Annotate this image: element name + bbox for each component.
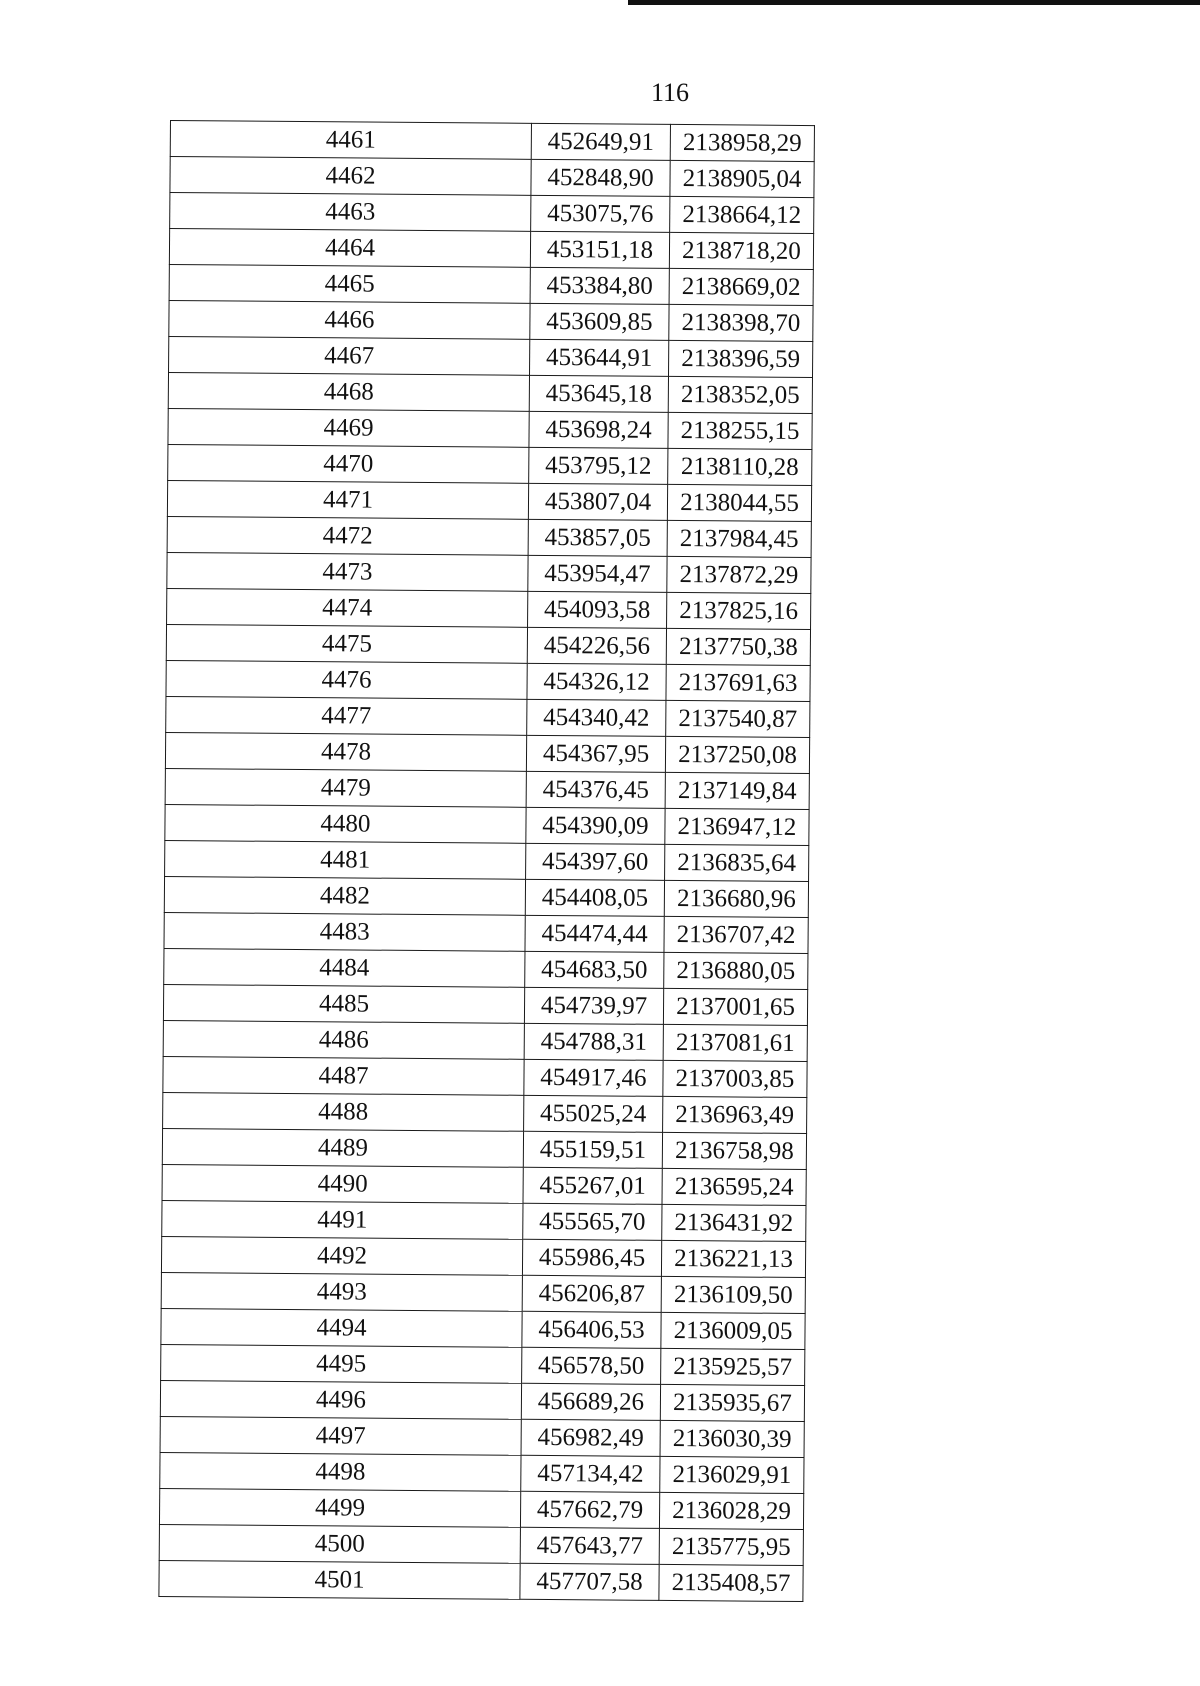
x-coordinate-cell: 457662,79 [520,1491,659,1528]
y-coordinate-cell: 2138398,70 [669,304,813,341]
x-coordinate-cell: 454397,60 [526,843,665,880]
x-coordinate-cell: 456206,87 [522,1275,661,1312]
table-row [161,1272,805,1313]
x-coordinate-cell: 454408,05 [525,879,664,916]
y-coordinate-cell: 2138664,12 [670,196,814,233]
y-coordinate-cell: 2136029,91 [660,1456,804,1493]
y-coordinate-cell: 2137984,45 [667,520,811,557]
x-coordinate-cell: 452848,90 [531,159,670,196]
coordinates-table [158,120,815,1602]
x-coordinate-cell: 454226,56 [527,627,666,664]
x-coordinate-cell: 453795,12 [529,447,668,484]
x-coordinate-cell: 454340,42 [527,699,666,736]
table-row [167,516,811,557]
point-number-cell: 4468 [168,372,529,411]
table-row [163,984,807,1025]
point-number-cell: 4466 [169,300,530,339]
y-coordinate-cell: 2137001,65 [663,988,807,1025]
y-coordinate-cell: 2136758,98 [662,1132,806,1169]
x-coordinate-cell: 455267,01 [523,1167,662,1204]
table-row [161,1308,805,1349]
point-number-cell: 4496 [160,1380,521,1419]
x-coordinate-cell: 455986,45 [522,1239,661,1276]
table-row [160,1380,804,1421]
y-coordinate-cell: 2137540,87 [666,700,810,737]
table-row [166,624,810,665]
top-edge-rule [628,0,1200,5]
table-row [161,1236,805,1277]
point-number-cell: 4471 [167,480,528,519]
point-number-cell: 4480 [165,804,526,843]
x-coordinate-cell: 454739,97 [524,987,663,1024]
x-coordinate-cell: 453645,18 [529,375,668,412]
x-coordinate-cell: 453609,85 [530,303,669,340]
point-number-cell: 4488 [163,1092,524,1131]
y-coordinate-cell: 2138718,20 [669,232,813,269]
x-coordinate-cell: 454326,12 [527,663,666,700]
table-row [165,732,809,773]
x-coordinate-cell: 453075,76 [531,195,670,232]
point-number-cell: 4475 [166,624,527,663]
y-coordinate-cell: 2137825,16 [667,592,811,629]
point-number-cell: 4498 [160,1452,521,1491]
x-coordinate-cell: 454788,31 [524,1023,663,1060]
table-row [165,804,809,845]
point-number-cell: 4476 [166,660,527,699]
table-row [170,193,814,234]
point-number-cell: 4486 [163,1020,524,1059]
point-number-cell: 4497 [160,1416,521,1455]
point-number-cell: 4501 [159,1560,520,1599]
point-number-cell: 4472 [167,516,528,555]
y-coordinate-cell: 2136835,64 [665,844,809,881]
point-number-cell: 4487 [163,1056,524,1095]
x-coordinate-cell: 454376,45 [526,771,665,808]
table-row [159,1560,803,1601]
table-row [159,1488,803,1529]
y-coordinate-cell: 2136680,96 [664,880,808,917]
point-number-cell: 4465 [169,264,530,303]
y-coordinate-cell: 2137003,85 [663,1060,807,1097]
y-coordinate-cell: 2138958,29 [670,124,814,161]
y-coordinate-cell: 2138669,02 [669,268,813,305]
y-coordinate-cell: 2138905,04 [670,160,814,197]
point-number-cell: 4473 [167,552,528,591]
table-row [160,1452,804,1493]
point-number-cell: 4462 [170,157,531,196]
x-coordinate-cell: 454917,46 [524,1059,663,1096]
x-coordinate-cell: 456578,50 [522,1347,661,1384]
point-number-cell: 4464 [169,229,530,268]
table-row [163,1056,807,1097]
x-coordinate-cell: 455565,70 [523,1203,662,1240]
y-coordinate-cell: 2136431,92 [662,1204,806,1241]
y-coordinate-cell: 2138396,59 [669,340,813,377]
point-number-cell: 4500 [159,1524,520,1563]
y-coordinate-cell: 2135775,95 [659,1528,803,1565]
x-coordinate-cell: 456689,26 [521,1383,660,1420]
table-row [169,300,813,341]
point-number-cell: 4490 [162,1164,523,1203]
table-row [170,157,814,198]
y-coordinate-cell: 2137750,38 [666,628,810,665]
table-row [164,948,808,989]
x-coordinate-cell: 454683,50 [525,951,664,988]
x-coordinate-cell: 455159,51 [523,1131,662,1168]
x-coordinate-cell: 453151,18 [530,231,669,268]
point-number-cell: 4484 [164,948,525,987]
table-row [164,876,808,917]
table-row [169,336,813,377]
y-coordinate-cell: 2136009,05 [661,1312,805,1349]
y-coordinate-cell: 2137081,61 [663,1024,807,1061]
point-number-cell: 4479 [165,768,526,807]
table-row [163,1020,807,1061]
table-row [168,372,812,413]
x-coordinate-cell: 455025,24 [524,1095,663,1132]
y-coordinate-cell: 2136707,42 [664,916,808,953]
table-row [163,1092,807,1133]
table-row [160,1416,804,1457]
point-number-cell: 4467 [169,336,530,375]
x-coordinate-cell: 457707,58 [520,1563,659,1600]
x-coordinate-cell: 453807,04 [528,483,667,520]
y-coordinate-cell: 2138352,05 [668,376,812,413]
point-number-cell: 4482 [164,876,525,915]
table-row [165,840,809,881]
table-row [166,696,810,737]
y-coordinate-cell: 2137149,84 [665,772,809,809]
table-row [161,1344,805,1385]
coordinates-table-body [159,121,815,1602]
table-row [170,121,814,162]
point-number-cell: 4494 [161,1308,522,1347]
point-number-cell: 4463 [170,193,531,232]
point-number-cell: 4469 [168,408,529,447]
table-row [169,264,813,305]
page-number: 116 [650,78,690,107]
x-coordinate-cell: 454093,58 [528,591,667,628]
x-coordinate-cell: 454390,09 [526,807,665,844]
point-number-cell: 4491 [162,1200,523,1239]
table-row [159,1524,803,1565]
point-number-cell: 4481 [165,840,526,879]
y-coordinate-cell: 2136109,50 [661,1276,805,1313]
y-coordinate-cell: 2136595,24 [662,1168,806,1205]
table-row [166,660,810,701]
point-number-cell: 4485 [163,984,524,1023]
y-coordinate-cell: 2136963,49 [663,1096,807,1133]
table-row [167,588,811,629]
x-coordinate-cell: 453644,91 [530,339,669,376]
y-coordinate-cell: 2135925,57 [661,1348,805,1385]
y-coordinate-cell: 2136221,13 [661,1240,805,1277]
point-number-cell: 4492 [161,1236,522,1275]
y-coordinate-cell: 2138255,15 [668,412,812,449]
point-number-cell: 4461 [170,121,531,160]
point-number-cell: 4470 [168,444,529,483]
table-row [162,1164,806,1205]
point-number-cell: 4474 [167,588,528,627]
point-number-cell: 4483 [164,912,525,951]
x-coordinate-cell: 453384,80 [530,267,669,304]
table-row [165,768,809,809]
table-row [169,229,813,270]
table-row [162,1128,806,1169]
x-coordinate-cell: 452649,91 [531,123,670,160]
table-row [168,444,812,485]
table-row [168,408,812,449]
x-coordinate-cell: 453698,24 [529,411,668,448]
x-coordinate-cell: 456982,49 [521,1419,660,1456]
table-row [167,552,811,593]
y-coordinate-cell: 2137872,29 [667,556,811,593]
x-coordinate-cell: 457134,42 [521,1455,660,1492]
y-coordinate-cell: 2136947,12 [665,808,809,845]
y-coordinate-cell: 2138044,55 [667,484,811,521]
point-number-cell: 4489 [162,1128,523,1167]
table-row [164,912,808,953]
y-coordinate-cell: 2138110,28 [668,448,812,485]
point-number-cell: 4493 [161,1272,522,1311]
x-coordinate-cell: 454474,44 [525,915,664,952]
x-coordinate-cell: 457643,77 [520,1527,659,1564]
y-coordinate-cell: 2135408,57 [659,1564,803,1601]
point-number-cell: 4477 [166,696,527,735]
x-coordinate-cell: 453954,47 [528,555,667,592]
point-number-cell: 4499 [159,1488,520,1527]
y-coordinate-cell: 2136030,39 [660,1420,804,1457]
table-row [162,1200,806,1241]
y-coordinate-cell: 2136028,29 [659,1492,803,1529]
point-number-cell: 4478 [165,732,526,771]
y-coordinate-cell: 2135935,67 [660,1384,804,1421]
point-number-cell: 4495 [161,1344,522,1383]
x-coordinate-cell: 454367,95 [526,735,665,772]
y-coordinate-cell: 2137250,08 [665,736,809,773]
x-coordinate-cell: 453857,05 [528,519,667,556]
x-coordinate-cell: 456406,53 [522,1311,661,1348]
y-coordinate-cell: 2136880,05 [664,952,808,989]
table-row [167,480,811,521]
y-coordinate-cell: 2137691,63 [666,664,810,701]
